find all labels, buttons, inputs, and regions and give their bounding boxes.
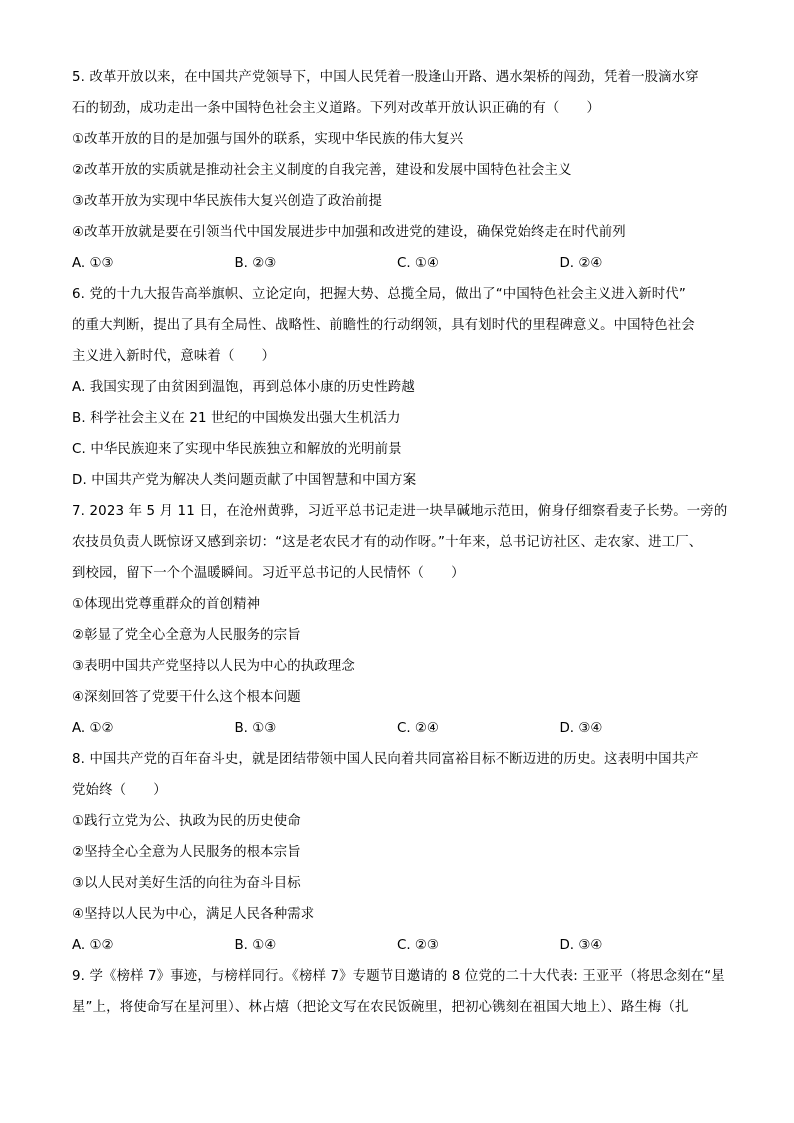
- statement-item: ④坚持以人民为中心，满足人民各种需求: [72, 907, 315, 922]
- statement-item: ③以人民对美好生活的向往为奋斗目标: [72, 876, 301, 891]
- option-c: C. ②④: [397, 721, 439, 736]
- statement-item: ①体现出党尊重群众的首创精神: [72, 597, 261, 612]
- question-stem: 9. 学《榜样 7》事迹，与榜样同行。《榜样 7》专题节目邀请的 8 位党的二十大代表: 王亚平（将思念刻在“星: [72, 969, 725, 984]
- choice-a: A. 我国实现了由贫困到温饱，再到总体小康的历史性跨越: [72, 380, 415, 395]
- question-stem: 5. 改革开放以来，在中国共产党领导下，中国人民凭着一股逢山开路、遇水架桥的闯劲，凭着一股滴水穿: [72, 70, 699, 85]
- question-stem: 石的韧劲，成功走出一条中国特色社会主义道路。下列对改革开放认识正确的有（ ）: [72, 101, 601, 116]
- option-c: C. ①④: [397, 256, 439, 271]
- answer-options: [72, 930, 722, 961]
- question-stem: 农技员负责人既惊讶又感到亲切：“这是老农民才有的动作呀。”十年来，总书记访社区、走农家、进工厂、: [72, 535, 703, 550]
- option-d: D. ③④: [559, 938, 603, 953]
- statement-item: ②坚持全心全意为人民服务的根本宗旨: [72, 845, 301, 860]
- question-stem: 7. 2023 年 5 月 11 日，在沧州黄骅，习近平总书记走进一块旱碱地示范田，俯身仔细察看麦子长势。一旁的: [72, 504, 728, 519]
- answer-options: [72, 713, 722, 744]
- option-a: A. ①②: [72, 721, 114, 736]
- statement-item: ①改革开放的目的是加强与国外的联系，实现中华民族的伟大复兴: [72, 132, 464, 147]
- statement-item: ②彰显了党全心全意为人民服务的宗旨: [72, 628, 301, 643]
- question-5: [72, 62, 722, 279]
- question-stem: 主义进入新时代，意味着（ ）: [72, 349, 276, 364]
- question-8: [72, 744, 722, 961]
- question-stem: 的重大判断，提出了具有全局性、战略性、前瞻性的行动纲领，具有划时代的里程碑意义。中国特色社会: [72, 318, 695, 333]
- question-stem: 8. 中国共产党的百年奋斗史，就是团结带领中国人民向着共同富裕目标不断迈进的历史。这表明中国共产: [72, 752, 699, 767]
- question-stem: 到校园，留下一个个温暖瞬间。习近平总书记的人民情怀（ ）: [72, 566, 465, 581]
- choice-b: B. 科学社会主义在 21 世纪的中国焕发出强大生机活力: [72, 411, 401, 426]
- question-9: [72, 961, 725, 1023]
- option-b: B. ②③: [234, 256, 277, 271]
- choice-c: C. 中华民族迎来了实现中华民族独立和解放的光明前景: [72, 442, 402, 457]
- question-7: [72, 496, 728, 744]
- statement-item: ③表明中国共产党坚持以人民为中心的执政理念: [72, 659, 355, 674]
- option-b: B. ①④: [234, 938, 277, 953]
- question-stem: 星”上，将使命写在星河里）、林占熺（把论文写在农民饭碗里，把初心镌刻在祖国大地上）、路生梅（扎: [72, 1000, 689, 1015]
- option-d: D. ②④: [559, 256, 603, 271]
- statement-item: ①践行立党为公、执政为民的历史使命: [72, 814, 301, 829]
- choice-d: D. 中国共产党为解决人类问题贡献了中国智慧和中国方案: [72, 473, 417, 488]
- option-c: C. ②③: [397, 938, 439, 953]
- option-a: A. ①③: [72, 256, 114, 271]
- option-b: B. ①③: [234, 721, 277, 736]
- exam-page: [72, 62, 728, 1023]
- question-stem: 6. 党的十九大报告高举旗帜、立论定向，把握大势、总揽全局，做出了“中国特色社会主义进入新时代”: [72, 287, 686, 302]
- statement-item: ④改革开放就是要在引领当代中国发展进步中加强和改进党的建设，确保党始终走在时代前列: [72, 225, 626, 240]
- option-d: D. ③④: [559, 721, 603, 736]
- question-stem: 党始终（ ）: [72, 783, 167, 798]
- statement-item: ③改革开放为实现中华民族伟大复兴创造了政治前提: [72, 194, 383, 209]
- statement-item: ④深刻回答了党要干什么这个根本问题: [72, 690, 301, 705]
- question-6: [72, 279, 722, 496]
- option-a: A. ①②: [72, 938, 114, 953]
- statement-item: ②改革开放的实质就是推动社会主义制度的自我完善，建设和发展中国特色社会主义: [72, 163, 572, 178]
- answer-options: [72, 248, 722, 279]
